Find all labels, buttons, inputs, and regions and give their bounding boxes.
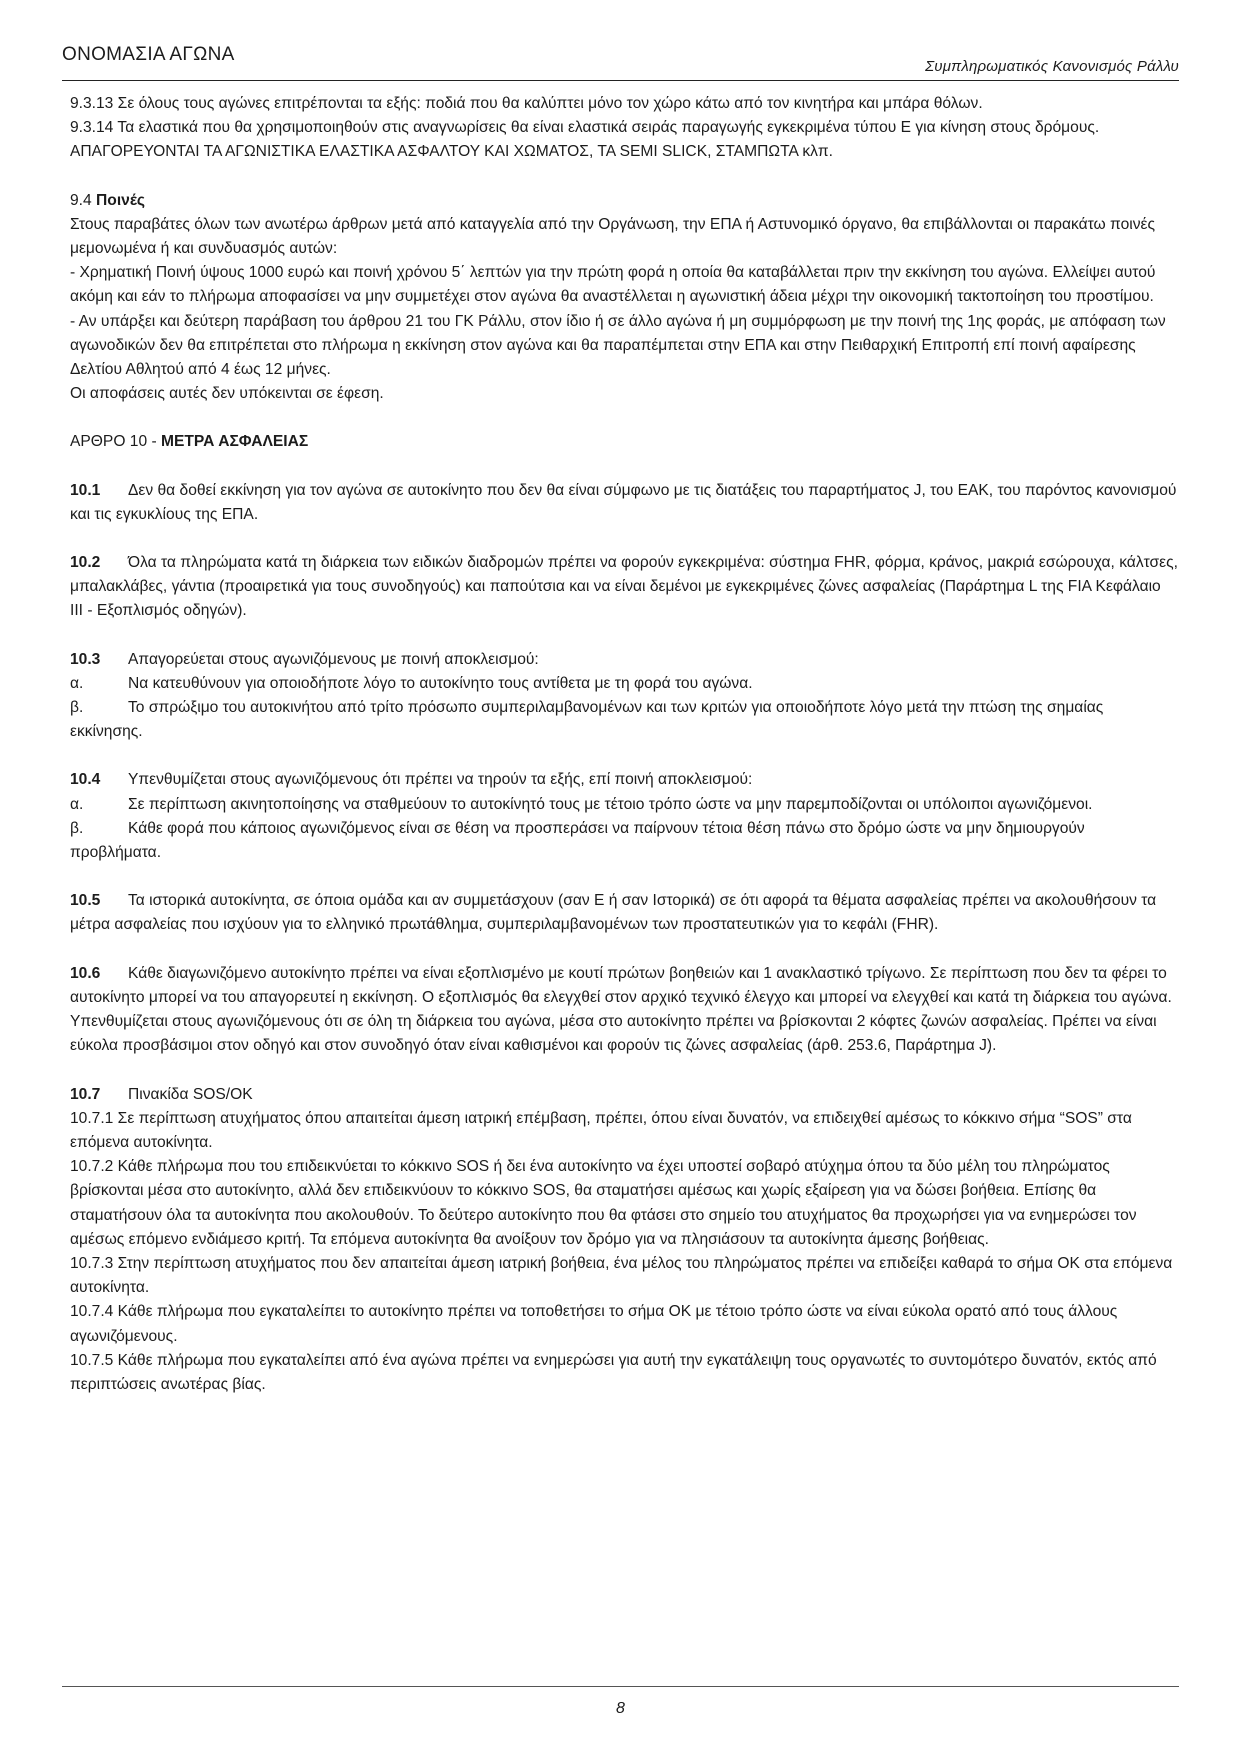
section-9-4-number: 9.4 <box>70 191 92 209</box>
paragraph-10-7-5: 10.7.5 Κάθε πλήρωμα που εγκαταλείπει από ένα αγώνα πρέπει να ενημερώσει για αυτή την εγκατάλειψη τους οργανωτές το συντομότερο δυνατόν, εκτός από περιπτώσεις ανωτέρας βίας. <box>70 1351 1157 1393</box>
header-event-name: ΟΝΟΜΑΣΙΑ ΑΓΩΝΑ <box>62 44 235 65</box>
paragraph-10-7-1: 10.7.1 Σε περίπτωση ατυχήματος όπου απαιτείται άμεση ιατρική επέμβαση, πρέπει, όπου είναι δυνατόν, να επιδειχθεί αμέσως το κόκκινο σήμα “SOS” στα επόμενα αυτοκίνητα. <box>70 1109 1132 1151</box>
paragraph-9-3-14: 9.3.14 Τα ελαστικά που θα χρησιμοποιηθούν στις αναγνωρίσεις θα είναι ελαστικά σειράς παραγωγής εγκεκριμένα τύπου Ε για κίνηση στους δρόμους. <box>70 119 1100 137</box>
paragraph-10-7-4: 10.7.4 Κάθε πλήρωμα που εγκαταλείπει το αυτοκίνητο πρέπει να τοποθετήσει το σήμα ΟΚ με τέτοιο τρόπο ώστε να είναι εύκολα ορατό από τους άλλους αγωνιζόμενους. <box>70 1303 1118 1345</box>
header-document-title: Συμπληρωματικός Κανονισμός Ράλλυ <box>925 58 1179 75</box>
section-9-4-title: Ποινές <box>96 191 145 209</box>
section-10-4-item-b <box>70 817 1178 865</box>
article-10-prefix: ΑΡΘΡΟ 10 - <box>70 433 157 451</box>
paragraph-10-7-3: 10.7.3 Στην περίπτωση ατυχήματος που δεν απαιτείται άμεση ιατρική βοήθεια, ένα μέλος του πληρώματος πρέπει να επιδείξει καθαρά το σήμα ΟΚ στα επόμενα αυτοκίνητα. <box>70 1254 1173 1297</box>
section-10-3-number: 10.3 <box>70 650 101 668</box>
header-divider <box>62 80 1179 81</box>
section-9-4-final: Οι αποφάσεις αυτές δεν υπόκεινται σε έφεση. <box>70 385 384 403</box>
section-10-6-text: Κάθε διαγωνιζόμενο αυτοκίνητο πρέπει να είναι εξοπλισμένο με κουτί πρώτων βοηθειών και 1 ανακλαστικό τρίγωνο. Σε περίπτωση που δεν τα φέρει το αυτοκίνητο μπορεί να του απαγορευτεί η εκκίνηση. Ο εξοπλισμός θα ελεγχθεί στον αρχικό τεχνικό έλεγχο και μπορεί να ελεγχθεί και κατά τη διάρκεια του αγώνα. <box>70 964 1172 1006</box>
article-10-heading <box>70 430 1178 454</box>
section-9-4-second-penalty: - Αν υπάρξει και δεύτερη παράβαση του άρθρου 21 του ΓΚ Ράλλυ, στον ίδιο ή σε άλλο αγώνα ή μη συμμόρφωση με την ποινή της 1ης φοράς, με απόφαση των αγωνοδικών δεν θα επιτρέπεται στο πλήρωμα η εκκίνηση στον αγώνα και θα παραπέμπεται στην ΕΠΑ και στην Πειθαρχική Επιτροπή επί ποινή αφαίρεσης Δελτίου Αθλητού από 4 έως 12 μήνες. <box>70 312 1166 379</box>
section-10-2 <box>70 551 1178 624</box>
section-9-4-heading <box>70 189 1178 213</box>
section-10-3-item-b-text: Το σπρώξιμο του αυτοκινήτου από τρίτο πρόσωπο συμπεριλαμβανομένων και των κριτών για οποιοδήποτε λόγο μετά την πτώση της σημαίας εκκίνησης. <box>70 699 1104 741</box>
section-10-6-number: 10.6 <box>70 964 101 982</box>
section-10-4-number: 10.4 <box>70 771 101 789</box>
article-10-title: ΜΕΤΡΑ ΑΣΦΑΛΕΙΑΣ <box>161 433 309 451</box>
section-10-5-number: 10.5 <box>70 892 101 910</box>
section-10-1 <box>70 479 1178 527</box>
section-10-3-text: Απαγορεύεται στους αγωνιζόμενους με ποινή αποκλεισμού: <box>128 650 539 668</box>
section-10-1-text: Δεν θα δοθεί εκκίνηση για τον αγώνα σε αυτοκίνητο που δεν θα είναι σύμφωνο με τις διατάξεις του παραρτήματος J, του ΕΑΚ, του παρόντος κανονισμού και τις εγκυκλίους της ΕΠΑ. <box>70 481 1177 523</box>
paragraph-10-7-2: 10.7.2 Κάθε πλήρωμα που του επιδεικνύεται το κόκκινο SOS ή δει ένα αυτοκίνητο να έχει υποστεί σοβαρό ατύχημα όπου τα δύο μέλη του πληρώματος βρίσκονται μέσα στο αυτοκίνητο, αλλά δεν επιδεικνύουν το κόκκινο SOS, θα σταματήσει αμέσως και χωρίς εξαίρεση για να δώσει βοήθεια. Επίσης θα σταματήσουν όλα τα αυτοκίνητα που ακολουθούν. Το δεύτερο αυτοκίνητο που θα φτάσει στο σημείο του ατυχήματος θα προχωρήσει για να ενημερώσει τον αμέσως επόμενο ενδιάμεσο κριτή. Τα επόμενα αυτοκίνητα θα ανοίξουν τον δρόμο για να πλησιάσουν τα αυτοκίνητα άμεσης βοήθειας. <box>70 1158 1137 1248</box>
section-10-5-text: Τα ιστορικά αυτοκίνητα, σε όποια ομάδα και αν συμμετάσχουν (σαν Ε ή σαν Ιστορικά) σε ότι αφορά τα θέματα ασφαλείας πρέπει να ακολουθήσουν τα μέτρα ασφαλείας που ισχύουν για το ελληνικό πρωτάθλημα, συμπεριλαμβανομένων των προστατευτικών για το κεφάλι (FHR). <box>70 892 1157 934</box>
section-9-4-intro: Στους παραβάτες όλων των ανωτέρω άρθρων μετά από καταγγελία από την Οργάνωση, την ΕΠΑ ή Αστυνομικό όργανο, θα επιβάλλονται οι παρακάτω ποινές μεμονωμένα ή και συνδυασμός αυτών: <box>70 215 1155 258</box>
section-10-2-number: 10.2 <box>70 554 101 572</box>
section-10-2-text: Όλα τα πληρώματα κατά τη διάρκεια των ειδικών διαδρομών πρέπει να φορούν εγκεκριμένα: σύστημα FHR, φόρμα, κράνος, μακριά εσώρουχα, κάλτσες, μπαλακλάβες, γάντια (προαιρετικά για τους συνοδηγούς) και παπούτσια και να είναι δεμένοι με εγκεκριμένες ζώνες ασφαλείας (Παράρτημα L της FIA Κεφάλαιο ΙΙΙ - Εξοπλισμός οδηγών). <box>70 554 1178 620</box>
paragraph-9-3-13: 9.3.13 Σε όλους τους αγώνες επιτρέπονται τα εξής: ποδιά που θα καλύπτει μόνο τον χώρο κάτω από τον κινητήρα και μπάρα θόλων. <box>70 95 983 112</box>
section-10-4-item-b-text: Κάθε φορά που κάποιος αγωνιζόμενος είναι σε θέση να προσπεράσει να παίρνουν τέτοια θέση πάνω στο δρόμο ώστε να μην δημιουργούν προβλήματα. <box>70 819 1085 862</box>
section-10-3-item-a <box>70 672 1178 696</box>
section-10-3-item-a-text: Να κατευθύνουν για οποιοδήποτε λόγο το αυτοκίνητο τους αντίθετα με τη φορά του αγώνα. <box>128 674 753 692</box>
section-10-4 <box>70 768 1178 792</box>
section-10-4-item-b-letter: β. <box>70 819 84 837</box>
section-10-4-item-a <box>70 793 1178 817</box>
section-10-3-item-b <box>70 696 1178 744</box>
section-10-6-reminder: Υπενθυμίζεται στους αγωνιζόμενους ότι σε όλη τη διάρκεια του αγώνα, μέσα στο αυτοκίνητο πρέπει να βρίσκονται 2 κόφτες ζωνών ασφαλείας. Πρέπει να είναι εύκολα προσβάσιμοι στον οδηγό και στον συνοδηγό όταν είναι καθισμένοι και φορούν τις ζώνες ασφαλείας (άρθ. 253.6, Παράρτημα J). <box>70 1013 1157 1055</box>
document-body <box>70 92 1178 1397</box>
section-10-4-text: Υπενθυμίζεται στους αγωνιζόμενους ότι πρέπει να τηρούν τα εξής, επί ποινή αποκλεισμού: <box>128 771 753 789</box>
section-9-4-first-penalty: - Χρηματική Ποινή ύψους 1000 ευρώ και ποινή χρόνου 5΄ λεπτών για την πρώτη φορά η οποία θα καταβάλλεται πριν την εκκίνηση του αγώνα. Ελλείψει αυτού ακόμη και εάν το πλήρωμα αποφασίσει να μην συμμετέχει στον αγώνα θα αναστέλλεται η αγωνιστική άδεια μέχρι την οικονομική τακτοποίηση του προστίμου. <box>70 264 1156 306</box>
footer-divider <box>62 1686 1179 1687</box>
page-number: 8 <box>616 1700 625 1717</box>
section-10-3 <box>70 648 1178 672</box>
section-10-7-number: 10.7 <box>70 1085 101 1103</box>
section-10-7-title: Πινακίδα SOS/OK <box>128 1085 253 1103</box>
section-10-1-number: 10.1 <box>70 481 101 499</box>
section-10-3-item-b-letter: β. <box>70 699 84 717</box>
section-10-4-item-a-text: Σε περίπτωση ακινητοποίησης να σταθμεύουν το αυτοκίνητό τους με τέτοιο τρόπο ώστε να μην παρεμποδίζονται οι υπόλοιποι αγωνιζόμενοι. <box>128 795 1093 813</box>
section-10-3-item-a-letter: α. <box>70 674 84 692</box>
paragraph-9-3-14-ban: ΑΠΑΓΟΡΕΥΟΝΤΑΙ ΤΑ ΑΓΩΝΙΣΤΙΚΑ ΕΛΑΣΤΙΚΑ ΑΣΦΑΛΤΟΥ ΚΑΙ ΧΩΜΑΤΟΣ, ΤΑ SEMI SLICK, ΣΤΑΜΠΩΤΑ κλπ. <box>70 143 834 161</box>
section-10-7-heading <box>70 1083 1178 1107</box>
section-10-4-item-a-letter: α. <box>70 795 84 813</box>
section-10-5 <box>70 889 1178 937</box>
section-10-6 <box>70 962 1178 1010</box>
